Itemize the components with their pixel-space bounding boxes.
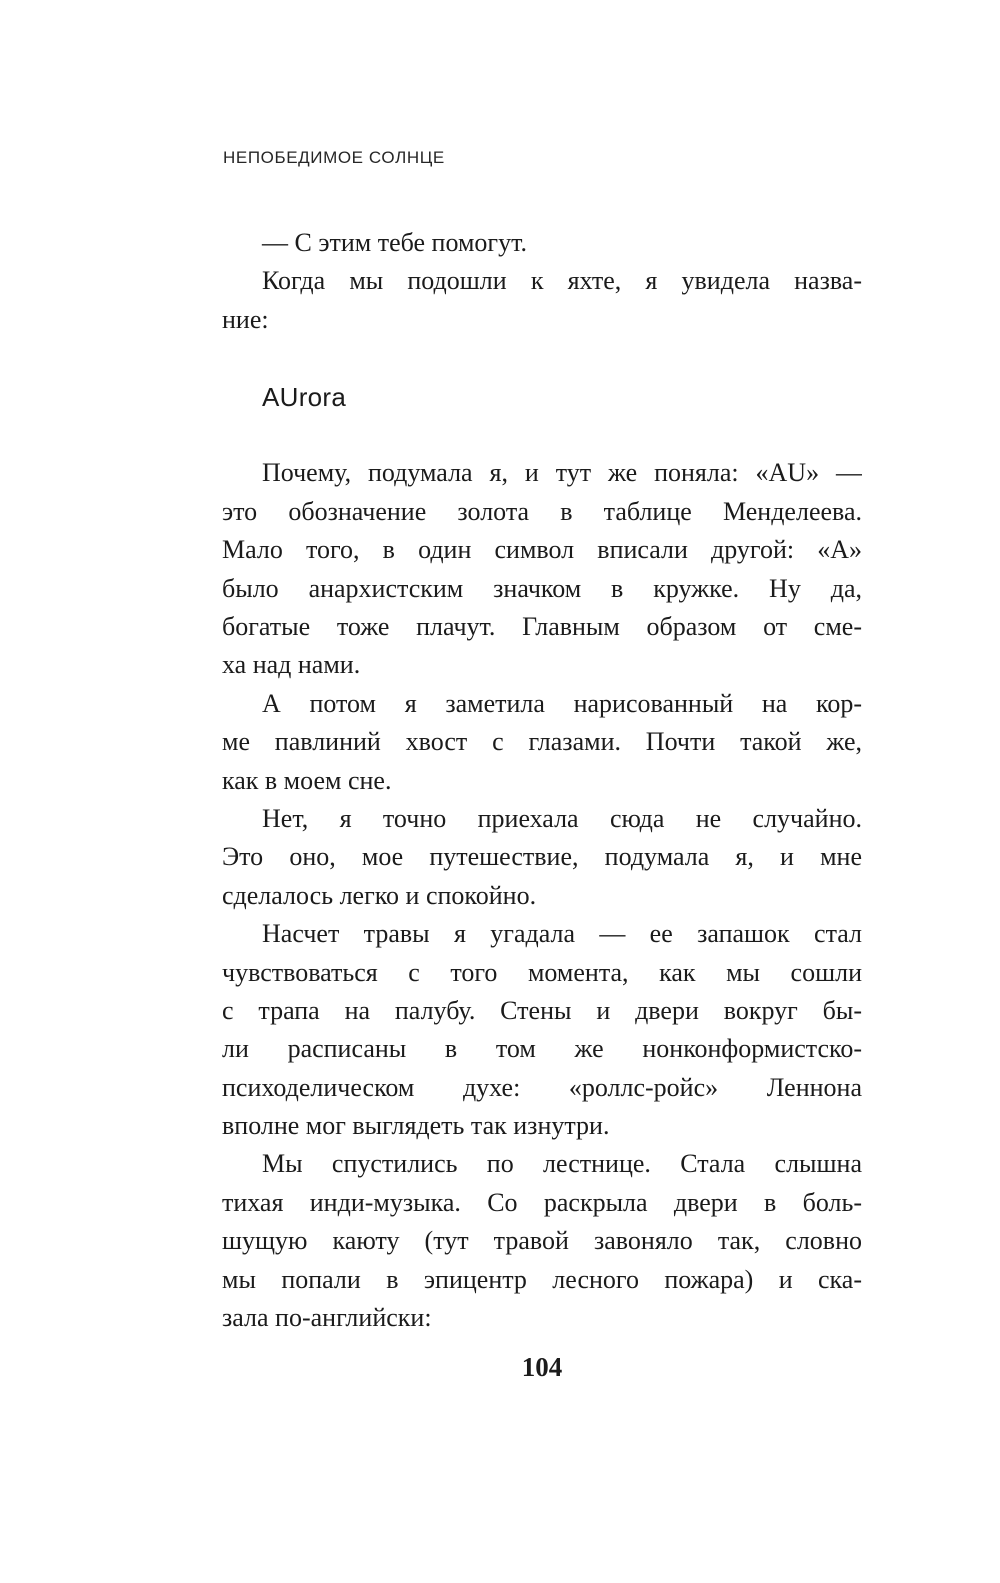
text-line: зала по-английски: bbox=[222, 1303, 432, 1333]
text-line: ха над нами. bbox=[222, 650, 361, 680]
text-line: это обозначение золота в таблице Менделеева. bbox=[222, 496, 862, 526]
paragraph bbox=[222, 685, 862, 800]
yacht-name-display bbox=[222, 378, 862, 416]
running-header: НЕПОБЕДИМОЕ СОЛНЦЕ bbox=[223, 148, 445, 167]
text-line: Мы спустились по лестнице. Стала слышна bbox=[262, 1149, 862, 1179]
text-line: мы попали в эпицентр лесного пожара) и ска- bbox=[222, 1264, 862, 1294]
text-line: психоделическом духе: «роллс-ройс» Леннона bbox=[222, 1072, 862, 1102]
text-line: ме павлиний хвост с глазами. Почти такой же, bbox=[222, 727, 862, 757]
text-line: Мало того, в один символ вписали другой: «А» bbox=[222, 535, 862, 565]
text-line: было анархистским значком в кружке. Ну да, bbox=[222, 573, 862, 603]
text-line: богатые тоже плачут. Главным образом от сме- bbox=[222, 611, 862, 641]
text-line: ние: bbox=[222, 304, 269, 334]
paragraph bbox=[222, 224, 862, 262]
text-line: Нет, я точно приехала сюда не случайно. bbox=[262, 803, 862, 833]
paragraph bbox=[222, 915, 862, 1145]
page-number: 104 bbox=[521, 1352, 563, 1382]
text-line: Когда мы подошли к яхте, я увидела назва- bbox=[262, 266, 862, 296]
text-line: — С этим тебе помогут. bbox=[262, 228, 528, 257]
paragraph bbox=[222, 454, 862, 684]
text-line: Почему, подумала я, и тут же поняла: «AU» — bbox=[262, 458, 862, 488]
text-line: ли расписаны в том же нонконформистско- bbox=[222, 1034, 862, 1064]
text-line: как в моем сне. bbox=[222, 765, 392, 795]
paragraph bbox=[222, 262, 862, 339]
paragraph bbox=[222, 1145, 862, 1337]
text-line: тихая инди-музыка. Со раскрыла двери в боль- bbox=[222, 1187, 862, 1217]
text-line: Насчет травы я угадала — ее запашок стал bbox=[262, 919, 862, 949]
text-line: вполне мог выглядеть так изнутри. bbox=[222, 1111, 610, 1141]
text-line: А потом я заметила нарисованный на кор- bbox=[262, 688, 862, 718]
text-block bbox=[222, 224, 862, 1337]
text-line: Это оно, мое путешествие, подумала я, и мне bbox=[222, 842, 862, 872]
paragraph bbox=[222, 800, 862, 915]
text-line: с трапа на палубу. Стены и двери вокруг бы- bbox=[222, 995, 862, 1025]
text-line: AUrora bbox=[262, 381, 347, 412]
text-line: шущую каюту (тут травой завоняло так, словно bbox=[222, 1226, 862, 1256]
text-line: сделалось легко и спокойно. bbox=[222, 880, 537, 910]
text-line: чувствоваться с того момента, как мы сошли bbox=[222, 957, 862, 987]
